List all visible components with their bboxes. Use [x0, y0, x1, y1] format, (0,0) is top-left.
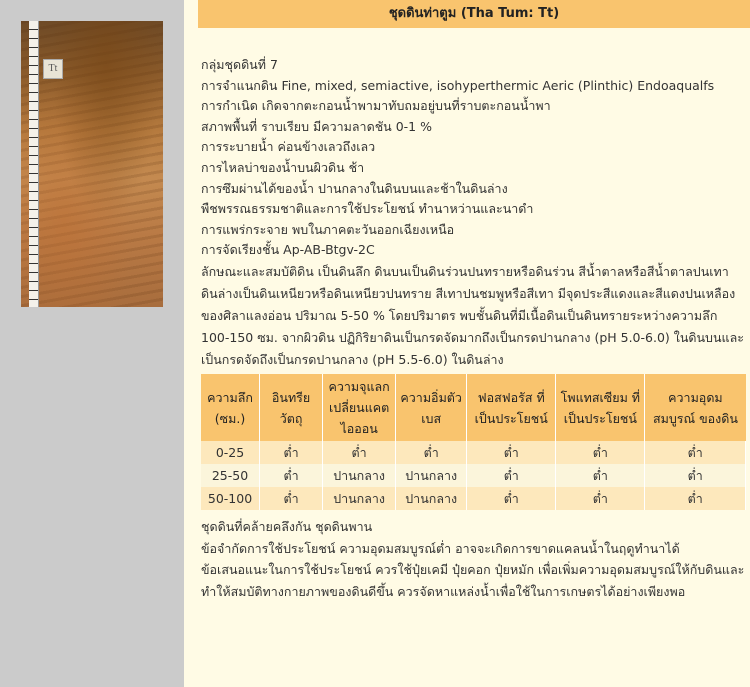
col-cec: ความจุแลกเปลี่ยนแคตไอออน	[323, 374, 396, 441]
col-potassium: โพแทสเซียม ที่เป็นประโยชน์	[556, 374, 645, 441]
cell-organic-matter: ต่ำ	[260, 487, 323, 510]
cell-phosphorus: ต่ำ	[467, 464, 556, 487]
col-phosphorus: ฟอสฟอรัส ที่เป็นประโยชน์	[467, 374, 556, 441]
col-organic-matter: อินทรีย วัตถุ	[260, 374, 323, 441]
col-depth: ความลึก (ซม.)	[201, 374, 260, 441]
cell-base-saturation: ปานกลาง	[396, 464, 467, 487]
cell-potassium: ต่ำ	[556, 441, 645, 464]
cell-fertility: ต่ำ	[645, 441, 746, 464]
usage-suggestion: ข้อเสนอแนะในการใช้ประโยชน์ ควรใช้ปุ๋ยเคมี ปุ๋ยคอก ปุ๋ยหมัก เพื่อเพิ่มความอุดมสมบูรณ์ให้กับดินและทำให้สมบัติทางกายภาพของดินดีขึ้น ควรจัดหาแหล่งน้ำเพื่อใช้ในการเกษตรได้อย่างเพียงพอ	[201, 562, 745, 599]
cell-cec: ปานกลาง	[323, 487, 396, 510]
terrain: สภาพพื้นที่ ราบเรียบ มีความลาดชัน 0-1 %	[201, 118, 432, 134]
soil-group: กลุ่มชุดดินที่ 7	[201, 57, 278, 72]
table-row	[201, 441, 746, 464]
cell-organic-matter: ต่ำ	[260, 441, 323, 464]
soil-info	[201, 55, 746, 371]
drainage: การระบายน้ำ ค่อนข้างเลวถึงเลว	[201, 139, 376, 155]
soil-classification: การจำแนกดิน Fine, mixed, semiactive, isohyperthermic Aeric (Plinthic) Endoaqualfs	[201, 77, 715, 93]
cell-phosphorus: ต่ำ	[467, 441, 556, 464]
cell-base-saturation: ปานกลาง	[396, 487, 467, 510]
usage-limitation: ข้อจำกัดการใช้ประโยชน์ ความอุดมสมบูรณ์ต่ำ อาจจะเกิดการขาดแคลนน้ำในฤดูทำนาได้	[201, 540, 680, 556]
cell-phosphorus: ต่ำ	[467, 487, 556, 510]
left-sidebar	[0, 0, 184, 687]
col-base-saturation: ความอิ่มตัว เบส	[396, 374, 467, 441]
horizon-sequence: การจัดเรียงชั้น Ap-AB-Btgv-2C	[201, 242, 375, 258]
cell-potassium: ต่ำ	[556, 464, 645, 487]
cell-depth: 50-100	[201, 487, 260, 510]
permeability: การซึมผ่านได้ของน้ำ ปานกลางในดินบนและช้าในดินล่าง	[201, 180, 508, 196]
cell-cec: ปานกลาง	[323, 464, 396, 487]
soil-notes	[201, 516, 749, 602]
cell-fertility: ต่ำ	[645, 487, 746, 510]
cell-fertility: ต่ำ	[645, 464, 746, 487]
similar-soils: ชุดดินที่คล้ายคลึงกัน ชุดดินพาน	[201, 519, 373, 534]
distribution: การแพร่กระจาย พบในภาคตะวันออกเฉียงเหนือ	[201, 221, 455, 237]
cell-cec: ต่ำ	[323, 441, 396, 464]
title-bar	[198, 0, 750, 28]
soil-tag-label: Tt	[43, 59, 63, 79]
fertility-table	[201, 374, 746, 510]
measuring-tape	[29, 21, 39, 307]
soil-profile-photo	[21, 21, 163, 307]
table-row	[201, 464, 746, 487]
soil-origin: การกำเนิด เกิดจากตะกอนน้ำพามาทับถมอยู่บนที่ราบตะกอนน้ำพา	[201, 98, 551, 114]
col-fertility: ความอุดม สมบูรณ์ ของดิน	[645, 374, 746, 441]
cell-potassium: ต่ำ	[556, 487, 645, 510]
page-title: ชุดดินท่าตูม (Tha Tum: Tt)	[388, 6, 560, 21]
cell-depth: 25-50	[201, 464, 260, 487]
cell-depth: 0-25	[201, 441, 260, 464]
soil-description: ลักษณะและสมบัติดิน เป็นดินลึก ดินบนเป็นดินร่วนปนทรายหรือดินร่วน สีน้ำตาลหรือสีน้ำตาลปนเทา ดินล่างเป็นดินเหนียวหรือดินเหนียวปนทราย สีเทาปนชมพูหรือสีเทา มีจุดประสีแดงและสีแดงปนเหลืองของศิลาแลงอ่อน ปริมาณ 5-50 % โดยปริมาตร พบชั้นดินที่มีเนื้อดินเป็นดินทรายระหว่างความลึก 100-150 ซม. จากผิวดิน ปฏิกิริยาดินเป็นกรดจัดมากถึงเป็นกรดปานกลาง (pH 5.0-6.0) ในดินบนและเป็นกรดจัดถึงเป็นกรดปานกลาง (pH 5.5-6.0) ในดินล่าง	[201, 263, 744, 367]
cell-organic-matter: ต่ำ	[260, 464, 323, 487]
vegetation-land-use: พืชพรรณธรรมชาติและการใช้ประโยชน์ ทำนาหว่านและนาดำ	[201, 201, 534, 217]
cell-base-saturation: ต่ำ	[396, 441, 467, 464]
surface-runoff: การไหลบ่าของน้ำบนผิวดิน ช้า	[201, 159, 365, 175]
table-row	[201, 487, 746, 510]
table-header-row	[201, 374, 746, 441]
